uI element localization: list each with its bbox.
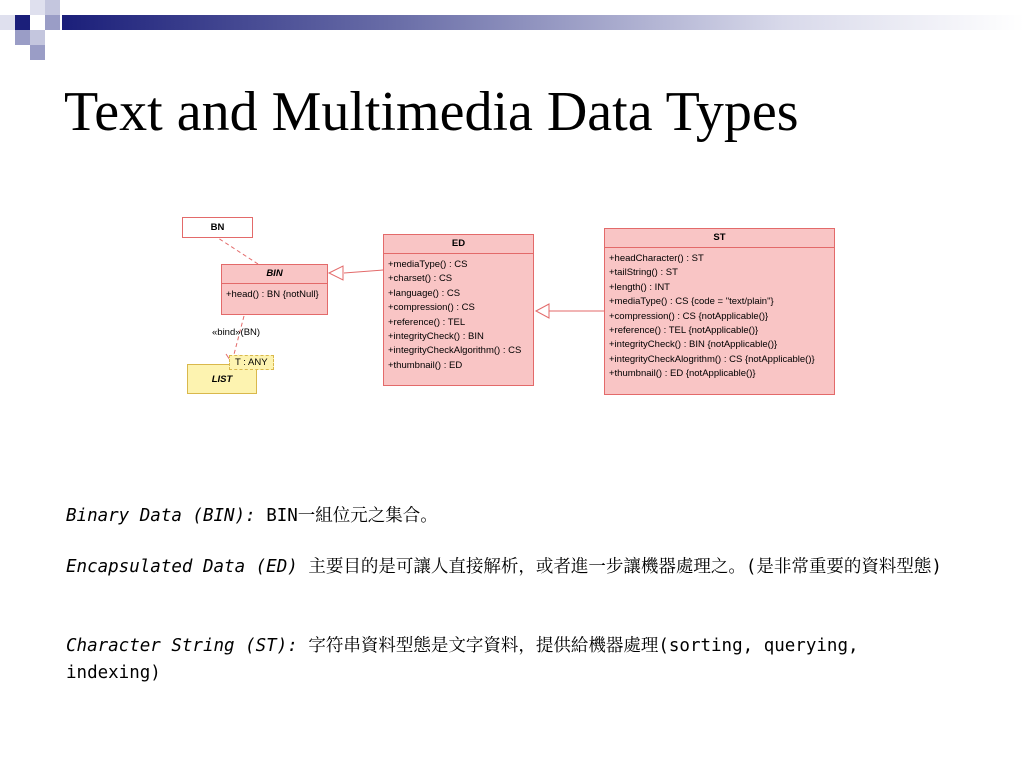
st-op: +integrityCheck() : BIN {notApplicable()} (609, 339, 778, 351)
note-text: BIN一組位元之集合。 (255, 506, 438, 526)
bin-op: +head() : BN {notNull} (226, 289, 319, 300)
st-op: +reference() : TEL {notApplicable()} (609, 325, 759, 337)
st-op: +mediaType() : CS {code = "text/plain"} (609, 296, 774, 308)
ed-class-ops (384, 254, 533, 377)
st-op: +headCharacter() : ST (609, 253, 704, 264)
bin-class-name: BIN (222, 265, 327, 284)
bin-class-ops (222, 284, 327, 306)
generalization-arrow (329, 266, 343, 280)
list-class-name: LIST (211, 374, 233, 385)
st-class-ops (605, 248, 834, 386)
slide-title: Text and Multimedia Data Types (64, 81, 799, 143)
st-class-box (604, 228, 835, 395)
note-label: Character String (ST): (66, 636, 298, 656)
note-ed (66, 554, 966, 581)
ed-op: +mediaType() : CS (388, 259, 468, 270)
ed-op: +integrityCheck() : BIN (388, 331, 484, 343)
ed-op: +language() : CS (388, 287, 461, 299)
ed-op: +compression() : CS (388, 302, 475, 314)
generalization-arrow (536, 304, 549, 318)
st-class-name: ST (605, 229, 834, 248)
note-label: Binary Data (BIN): (66, 506, 256, 526)
template-param-box (229, 355, 274, 370)
note-text: 主要目的是可讓人直接解析，或者進一步讓機器處理之。(是非常重要的資料型態) (297, 557, 942, 577)
template-param-label: T : ANY (235, 357, 268, 368)
bin-class-box (221, 264, 328, 315)
ed-op: +integrityCheckAlgorithm() : CS (388, 345, 522, 357)
ed-class-name: ED (384, 235, 533, 254)
generalization-line (344, 270, 383, 273)
st-op: +length() : INT (609, 281, 670, 293)
bn-class-name: BN (210, 222, 225, 233)
st-op: +integrityCheckAlogrithm() : CS {notApplicable()} (609, 353, 815, 365)
ed-class-box (383, 234, 534, 386)
note-label: Encapsulated Data (ED) (66, 557, 298, 577)
ed-op: +charset() : CS (388, 273, 453, 285)
st-op: +thumbnail() : ED {notApplicable()} (609, 368, 756, 380)
note-st (66, 633, 896, 687)
bind-label: «bind»(BN) (212, 327, 261, 338)
bn-class-box (182, 217, 253, 238)
ed-op: +thumbnail() : ED (388, 359, 463, 371)
st-op: +tailString() : ST (609, 267, 678, 279)
st-op: +compression() : CS {notApplicable()} (609, 310, 769, 322)
dependency-line (218, 238, 258, 264)
ed-op: +reference() : TEL (388, 316, 466, 328)
note-text: 字符串資料型態是文字資料，提供給機器處理(sorting, querying, indexing) (66, 636, 859, 683)
note-bin (66, 503, 966, 530)
